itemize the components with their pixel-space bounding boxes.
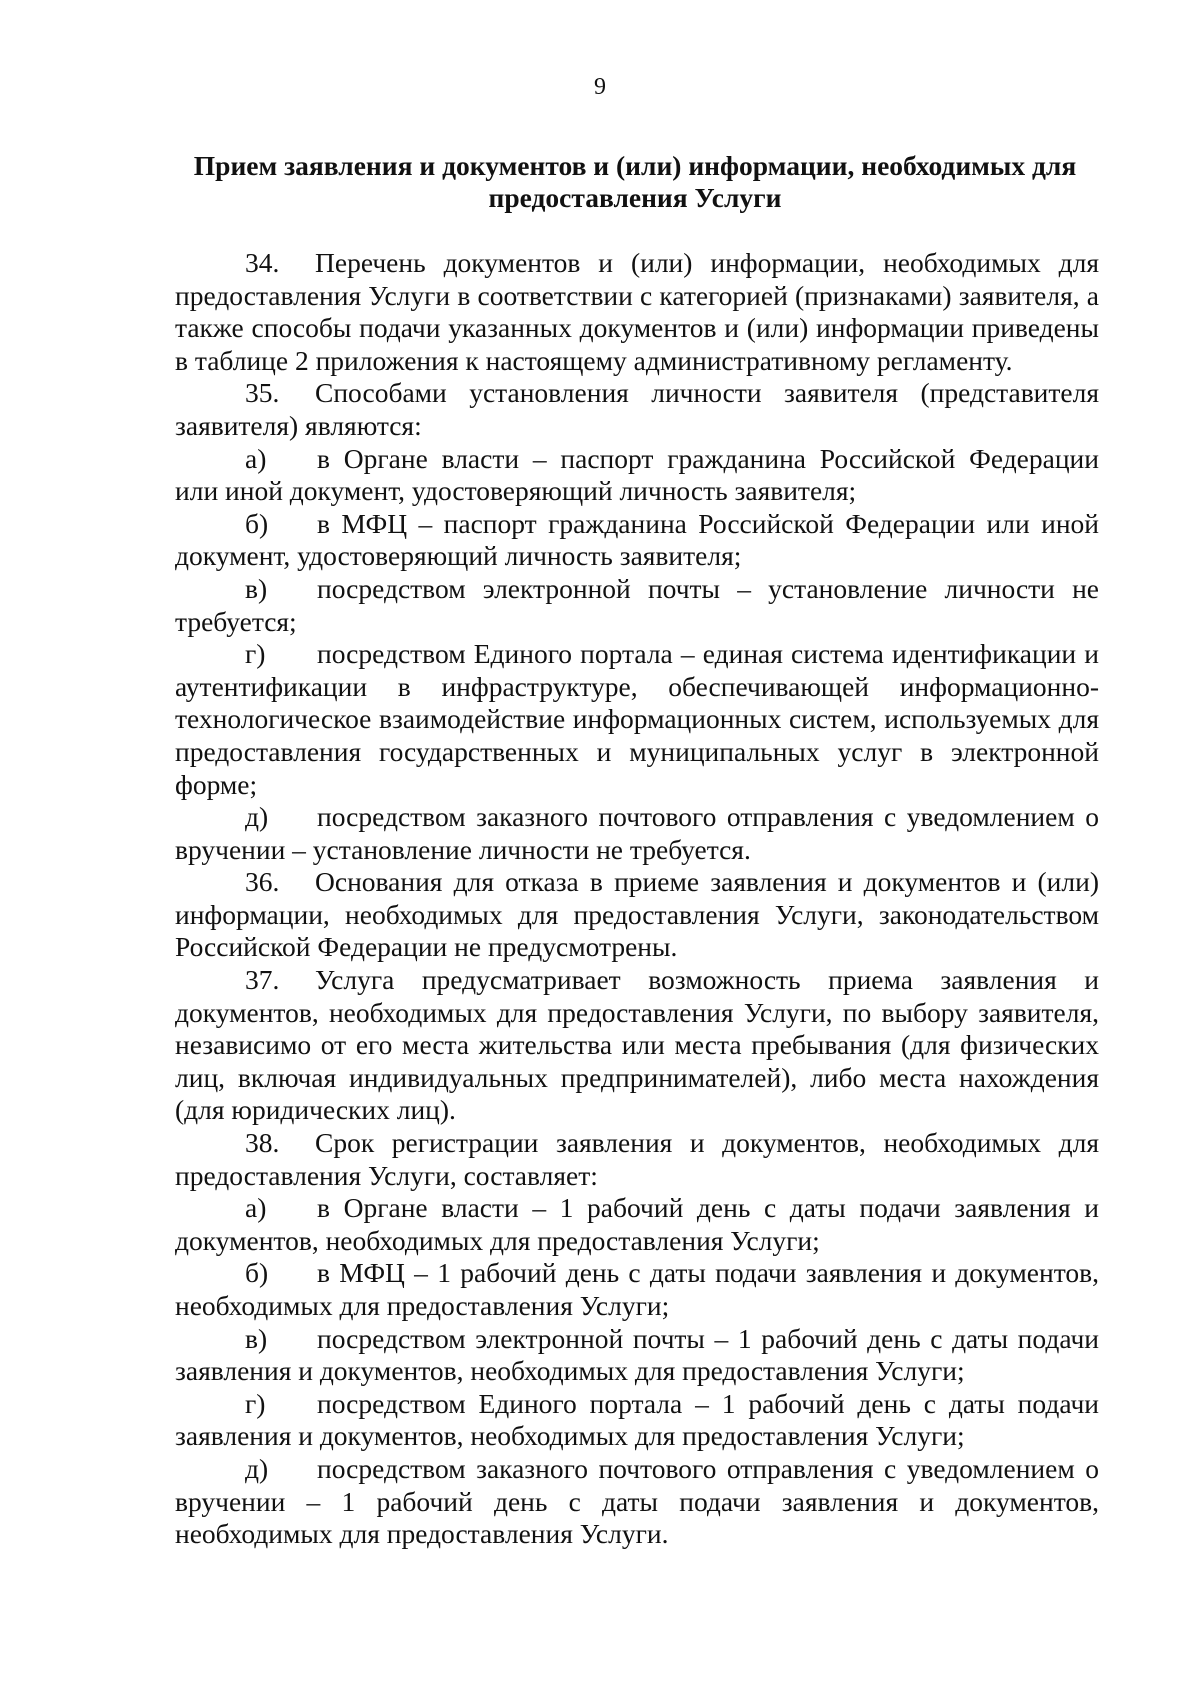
list-item [175,1453,1099,1551]
list-item [175,1388,1099,1453]
list-item [175,801,1099,866]
paragraph-34 [175,247,1099,377]
list-item-letter: г) [245,1387,266,1419]
list-item-text: посредством заказного почтового отправления с уведомлением о вручении – установление личности не требуется. [175,801,1099,865]
list-item-text: посредством заказного почтового отправления с уведомлением о вручении – 1 рабочий день с даты подачи заявления и документов, необходимых для предоставления Услуги. [175,1452,1099,1550]
paragraph-number: 34. [245,247,280,278]
list-item-letter: в) [245,572,268,604]
list-item [175,573,1099,638]
paragraph-text: Основания для отказа в приеме заявления и документов и (или) информации, необходимых для предоставления Услуги, законодательством Российской Федерации не предусмотрены. [175,866,1099,963]
list-item-text: в МФЦ – паспорт гражданина Российской Федерации или иной документ, удостоверяющий личность заявителя; [175,507,1099,572]
paragraph-text: Перечень документов и (или) информации, необходимых для предоставления Услуги в соответствии с категорией (признаками) заявителя, а также способы подачи указанных документов и (или) информации приведены в таблице 2 приложения к настоящему административному регламенту. [175,247,1099,376]
list-item-letter: б) [245,1257,269,1289]
paragraph-number: 37. [245,964,280,996]
list-item-letter: д) [245,801,269,833]
list-item-letter: в) [245,1322,268,1354]
list-item-letter: а) [245,442,267,474]
paragraph-text: Услуга предусматривает возможность приема заявления и документов, необходимых для предоставления Услуги, по выбору заявителя, независимо от его места жительства или места пребывания (для физических лиц, включая индивидуальных предпринимателей), либо места нахождения (для юридических лиц). [175,964,1099,1126]
list-item-letter: г) [245,638,266,670]
list-item-text: в Органе власти – паспорт гражданина Российской Федерации или иной документ, удостоверяющий личность заявителя; [175,442,1099,507]
list-item [175,638,1099,801]
list-item-text: посредством Единого портала – 1 рабочий день с даты подачи заявления и документов, необходимых для предоставления Услуги; [175,1387,1099,1452]
paragraph-36 [175,866,1099,964]
list-item-text: посредством Единого портала – единая система идентификации и аутентификации в инфраструктуре, обеспечивающей информационно-технологическое взаимодействие информационных систем, используемых для предоставления государственных и муниципальных услуг в электронной форме; [175,638,1099,800]
list-item-letter: а) [245,1192,267,1224]
list-item-text: в МФЦ – 1 рабочий день с даты подачи заявления и документов, необходимых для предоставления Услуги; [175,1257,1099,1321]
paragraph-35 [175,377,1099,442]
paragraph-38 [175,1127,1099,1192]
section-heading: Прием заявления и документов и (или) информации, необходимых для предоставления Услуги [193,150,1077,213]
paragraph-text: Способами установления личности заявителя (представителя заявителя) являются: [175,377,1099,441]
paragraph-number: 35. [245,377,280,409]
paragraph-text: Срок регистрации заявления и документов, необходимых для предоставления Услуги, составляет: [175,1127,1099,1191]
list-item [175,1192,1099,1257]
list-item-text: посредством электронной почты – установление личности не требуется; [175,572,1099,637]
list-item-text: в Органе власти – 1 рабочий день с даты подачи заявления и документов, необходимых для предоставления Услуги; [175,1192,1099,1256]
list-item [175,508,1099,573]
page-number: 9 [594,74,606,100]
list-item [175,1323,1099,1388]
list-item [175,1257,1099,1322]
list-item [175,443,1099,508]
list-item-letter: д) [245,1452,269,1484]
document-body [175,247,1099,1551]
list-item-letter: б) [245,507,269,539]
paragraph-37 [175,964,1099,1127]
paragraph-number: 36. [245,866,280,898]
list-item-text: посредством электронной почты – 1 рабочий день с даты подачи заявления и документов, необходимых для предоставления Услуги; [175,1322,1099,1387]
paragraph-number: 38. [245,1127,280,1159]
